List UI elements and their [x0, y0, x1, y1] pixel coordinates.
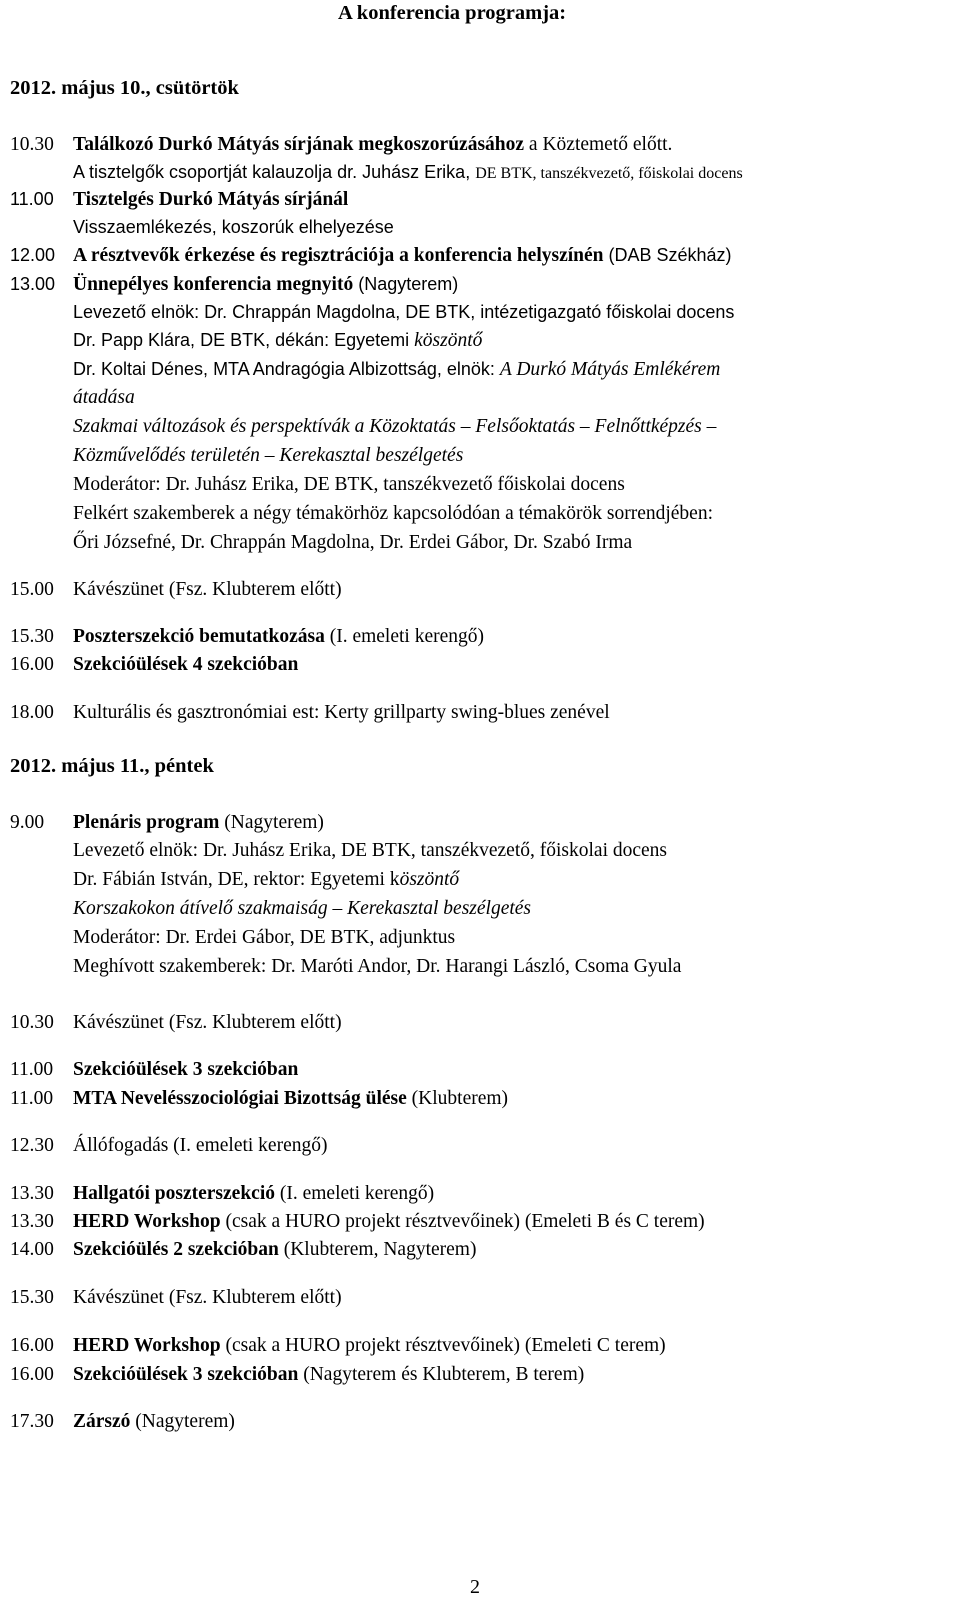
- list-item: 13.30 Hallgatói poszterszekció (I. emeleti kerengő): [10, 1183, 435, 1204]
- list-item: Moderátor: Dr. Juhász Erika, DE BTK, tanszékvezető főiskolai docens: [73, 474, 625, 495]
- list-item: 14.00 Szekcióülés 2 szekcióban (Klubterem, Nagyterem): [10, 1239, 477, 1260]
- list-item: 15.30 Poszterszekció bemutatkozása (I. emeleti kerengő): [10, 626, 484, 647]
- list-item: 15.30 Kávészünet (Fsz. Klubterem előtt): [10, 1287, 342, 1308]
- list-item: 16.00 Szekcióülések 3 szekcióban (Nagyterem és Klubterem, B terem): [10, 1364, 585, 1385]
- list-item: 16.00 Szekcióülések 4 szekcióban: [10, 654, 299, 675]
- list-item: Meghívott szakemberek: Dr. Maróti Andor, Dr. Harangi László, Csoma Gyula: [73, 956, 682, 977]
- list-item: Őri Józsefné, Dr. Chrappán Magdolna, Dr. Erdei Gábor, Dr. Szabó Irma: [73, 532, 633, 553]
- list-item: Szakmai változások és perspektívák a Közoktatás – Felsőoktatás – Felnőttképzés –: [73, 416, 717, 437]
- list-item: A tisztelgők csoportját kalauzolja dr. Juhász Erika, DE BTK, tanszékvezető, főiskolai docens: [73, 162, 743, 182]
- list-item: Dr. Fábián István, DE, rektor: Egyetemi köszöntő: [73, 869, 460, 890]
- list-item: Visszaemlékezés, koszorúk elhelyezése: [73, 217, 394, 237]
- list-item: 10.30 Kávészünet (Fsz. Klubterem előtt): [10, 1012, 342, 1033]
- list-item: 11.00 Szekcióülések 3 szekcióban: [10, 1059, 299, 1080]
- list-item: Levezető elnök: Dr. Juhász Erika, DE BTK, tanszékvezető, főiskolai docens: [73, 840, 668, 861]
- list-item: 11.00 Tisztelgés Durkó Mátyás sírjánál: [10, 189, 349, 210]
- list-item: Közművelődés területén – Kerekasztal beszélgetés: [73, 445, 464, 466]
- list-item: 12.30 Állófogadás (I. emeleti kerengő): [10, 1135, 328, 1156]
- day2-date: 2012. május 11., péntek: [10, 755, 214, 777]
- list-item: 10.30 Találkozó Durkó Mátyás sírjának megkoszorúzásához a Köztemető előtt.: [10, 134, 673, 155]
- list-item: 15.00 Kávészünet (Fsz. Klubterem előtt): [10, 579, 342, 600]
- list-item: átadása: [73, 387, 135, 408]
- day1-date: 2012. május 10., csütörtök: [10, 77, 239, 99]
- list-item: 12.00 A résztvevők érkezése és regisztrációja a konferencia helyszínén (DAB Székház): [10, 245, 732, 266]
- list-item: Korszakokon átívelő szakmaiság – Kerekasztal beszélgetés: [73, 898, 532, 919]
- list-item: 16.00 HERD Workshop (csak a HURO projekt résztvevőinek) (Emeleti C terem): [10, 1335, 666, 1356]
- list-item: Felkért szakemberek a négy témakörhöz kapcsolódóan a témakörök sorrendjében:: [73, 503, 714, 524]
- list-item: 17.30 Zárszó (Nagyterem): [10, 1411, 235, 1432]
- list-item: 9.00 Plenáris program (Nagyterem): [10, 812, 324, 833]
- page-number: 2: [470, 1576, 480, 1598]
- list-item: Dr. Papp Klára, DE BTK, dékán: Egyetemi köszöntő: [73, 330, 483, 351]
- list-item: 13.00 Ünnepélyes konferencia megnyitó (Nagyterem): [10, 274, 459, 295]
- list-item: Moderátor: Dr. Erdei Gábor, DE BTK, adjunktus: [73, 927, 456, 948]
- list-item: Levezető elnök: Dr. Chrappán Magdolna, DE BTK, intézetigazgató főiskolai docens: [73, 302, 735, 322]
- list-item: 18.00 Kulturális és gasztronómiai est: Kerty grillparty swing-blues zenével: [10, 702, 610, 723]
- list-item: Dr. Koltai Dénes, MTA Andragógia Albizottság, elnök: A Durkó Mátyás Emlékérem: [73, 359, 721, 380]
- page-title: A konferencia programja:: [338, 2, 567, 24]
- list-item: 11.00 MTA Nevelésszociológiai Bizottság ülése (Klubterem): [10, 1088, 509, 1109]
- list-item: 13.30 HERD Workshop (csak a HURO projekt résztvevőinek) (Emeleti B és C terem): [10, 1211, 705, 1232]
